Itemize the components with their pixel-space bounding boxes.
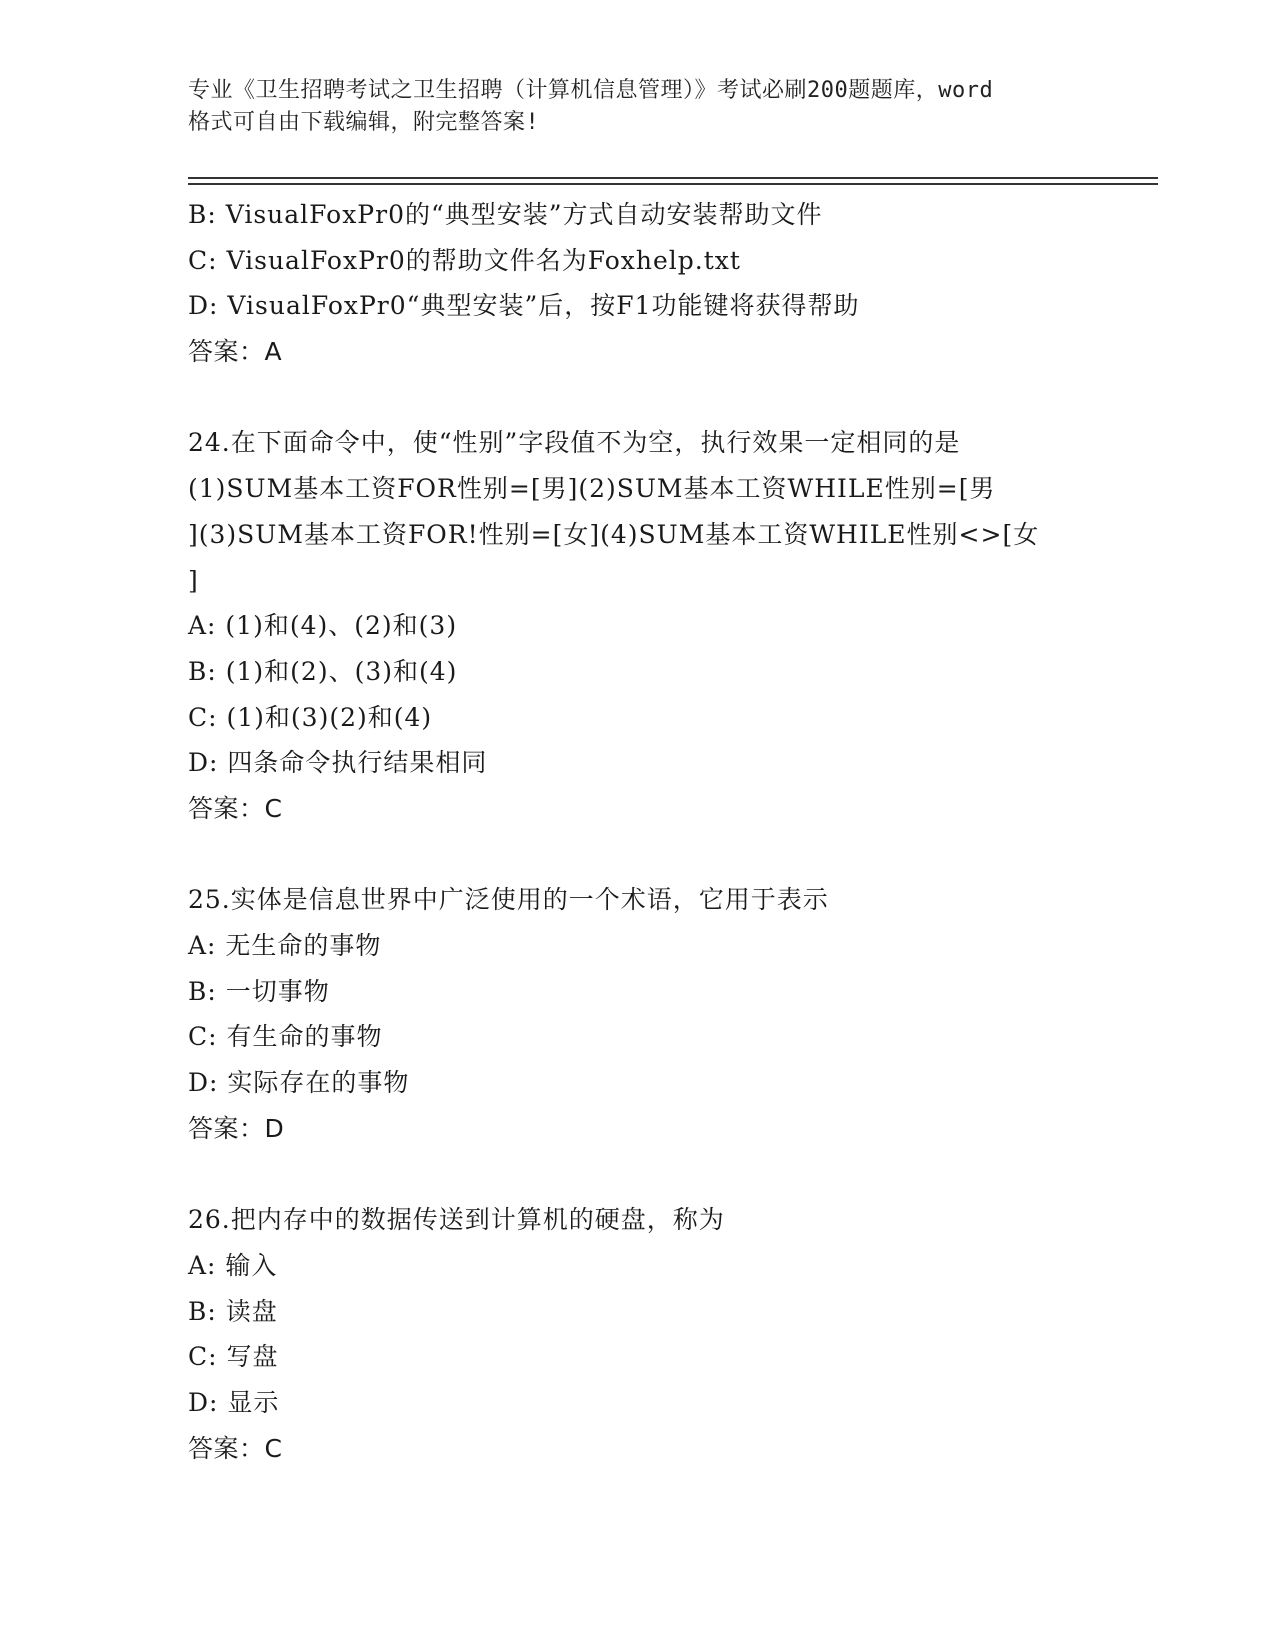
option-d: D: VisualFoxPr0“典型安装”后，按F1功能键将获得帮助 (188, 291, 860, 321)
question-stem: 24.在下面命令中，使“性别”字段值不为空，执行效果一定相同的是 (188, 428, 961, 458)
option-d: D: 显示 (188, 1387, 280, 1417)
option-d: D: 实际存在的事物 (188, 1068, 410, 1098)
option-b: B: VisualFoxPr0的“典型安装”方式自动安装帮助文件 (188, 200, 823, 229)
document-header (188, 75, 1088, 139)
question-gap (188, 375, 1148, 421)
question-stem: ](3)SUM基本工资FOR!性别=[女](4)SUM基本工资WHILE性别<>[女 (188, 519, 1040, 549)
option-a: A: 输入 (188, 1250, 278, 1280)
option-c: C: VisualFoxPr0的帮助文件名为Foxhelp.txt (188, 245, 741, 275)
question-gap (188, 832, 1148, 878)
option-a: A: (1)和(4)、(2)和(3) (188, 611, 458, 641)
option-c: C: 写盘 (188, 1342, 279, 1372)
question-block-26 (188, 1197, 1148, 1471)
option-d: D: 四条命令执行结果相同 (188, 748, 488, 778)
question-content (188, 192, 1148, 1471)
option-c: C: 有生命的事物 (188, 1022, 383, 1052)
header-divider-top (188, 177, 1158, 179)
answer-line: 答案：C (188, 1433, 283, 1463)
answer-line: 答案：C (188, 793, 283, 823)
question-block-25 (188, 877, 1148, 1151)
header-title-line-1: 专业《卫生招聘考试之卫生招聘（计算机信息管理）》考试必刷200题题库，word (188, 78, 994, 103)
option-c: C: (1)和(3)(2)和(4) (188, 702, 433, 732)
option-a: A: 无生命的事物 (188, 931, 382, 960)
question-stem: 26.把内存中的数据传送到计算机的硬盘，称为 (188, 1205, 725, 1235)
header-divider-bottom (188, 183, 1158, 185)
question-gap (188, 1151, 1148, 1197)
question-stem: 25.实体是信息世界中广泛使用的一个术语，它用于表示 (188, 885, 829, 915)
answer-line: 答案：A (188, 337, 283, 367)
question-stem: (1)SUM基本工资FOR性别=[男](2)SUM基本工资WHILE性别=[男 (188, 474, 996, 504)
answer-line: 答案：D (188, 1113, 285, 1143)
option-b: B: 一切事物 (188, 976, 330, 1006)
header-title-line-2: 格式可自由下载编辑，附完整答案! (188, 110, 540, 135)
question-block-23 (188, 192, 1148, 375)
option-b: B: 读盘 (188, 1296, 278, 1326)
option-b: B: (1)和(2)、(3)和(4) (188, 656, 458, 686)
question-block-24 (188, 420, 1148, 831)
question-stem: ] (188, 565, 199, 595)
